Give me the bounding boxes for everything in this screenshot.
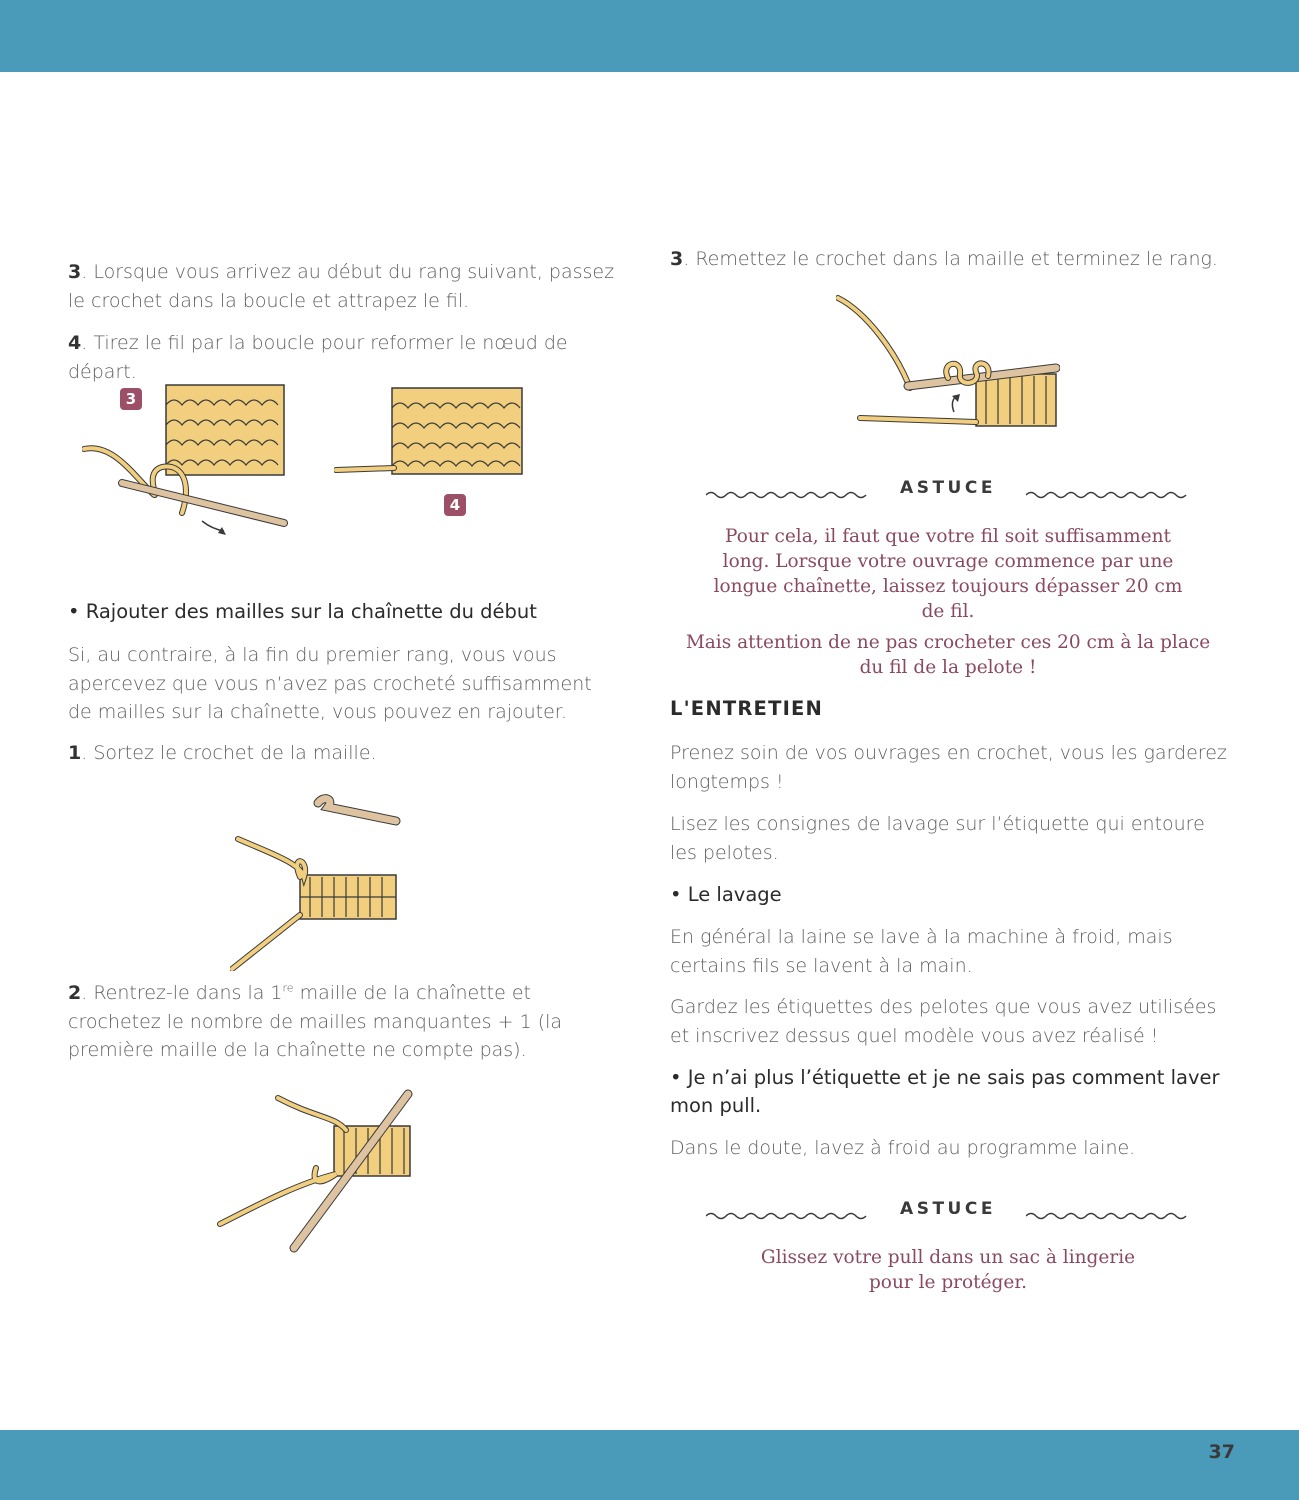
step-4-paragraph: 4. Tirez le fil par la boucle pour reformer le nœud de départ. bbox=[68, 332, 568, 383]
illustration-step-2 bbox=[216, 1088, 416, 1258]
badge-step-4: 4 bbox=[444, 494, 466, 516]
header-band bbox=[0, 0, 1299, 72]
intro-paragraph: Si, au contraire, à la fin du premier rang, vous vous apercevez que vous n’avez pas crocheté suffisamment de mailles sur la chaînette, vous pouvez en rajouter. bbox=[68, 644, 592, 723]
illustration-step-3 bbox=[82, 383, 302, 543]
tip-label-2: ASTUCE bbox=[900, 1199, 996, 1219]
tip-box-1 bbox=[685, 478, 1211, 680]
heading-etiquette: • Je n’ai plus l’étiquette et je ne sais pas comment laver mon pull. bbox=[670, 1066, 1220, 1117]
section-title-entretien: L'ENTRETIEN bbox=[670, 697, 824, 720]
heading-rajouter: • Rajouter des mailles sur la chaînette du début bbox=[68, 600, 537, 623]
illustration-step-1 bbox=[230, 793, 402, 971]
heading-lavage: • Le lavage bbox=[670, 883, 782, 906]
tip-1-text-b: Mais attention de ne pas crocheter ces 20 cm à la place du fil de la pelote ! bbox=[685, 632, 1211, 678]
right-step-3-paragraph: 3. Remettez le crochet dans la maille et terminez le rang. bbox=[670, 248, 1218, 270]
entretien-p5: Dans le doute, lavez à froid au programme laine. bbox=[670, 1137, 1136, 1159]
tip-1-text-a: Pour cela, il faut que votre fil soit suffisamment long. Lorsque votre ouvrage commence par une longue chaînette, laissez toujours dépasser 20 cm de fil. bbox=[713, 526, 1183, 622]
tip-label-1: ASTUCE bbox=[900, 478, 996, 498]
step-1-paragraph: 1. Sortez le crochet de la maille. bbox=[68, 742, 377, 764]
wave-divider-right bbox=[1026, 490, 1190, 500]
entretien-p2: Lisez les consignes de lavage sur l’étiquette qui entoure les pelotes. bbox=[670, 813, 1205, 864]
step-3-paragraph: 3. Lorsque vous arrivez au début du rang suivant, passez le crochet dans la boucle et attrapez le fil. bbox=[68, 261, 615, 312]
illustration-right-step-3 bbox=[836, 292, 1060, 434]
entretien-p3: En général la laine se lave à la machine à froid, mais certains fils se lavent à la main. bbox=[670, 926, 1173, 977]
wave-divider-right-2 bbox=[1026, 1211, 1190, 1221]
page-number: 37 bbox=[1208, 1441, 1235, 1463]
step-2-paragraph: 2. Rentrez-le dans la 1re maille de la chaînette et crochetez le nombre de mailles manquantes + 1 (la première maille de la chaînette ne compte pas). bbox=[68, 981, 563, 1061]
badge-step-3: 3 bbox=[120, 388, 142, 410]
tip-2-text: Glissez votre pull dans un sac à lingerie pour le protéger. bbox=[760, 1247, 1136, 1293]
entretien-p4: Gardez les étiquettes des pelotes que vous avez utilisées et inscrivez dessus quel modèle vous avez réalisé ! bbox=[670, 996, 1217, 1047]
illustration-step-4 bbox=[334, 386, 526, 481]
tip-box-2 bbox=[700, 1201, 1196, 1295]
entretien-p1: Prenez soin de vos ouvrages en crochet, vous les garderez longtemps ! bbox=[670, 742, 1227, 793]
footer-band bbox=[0, 1430, 1299, 1500]
